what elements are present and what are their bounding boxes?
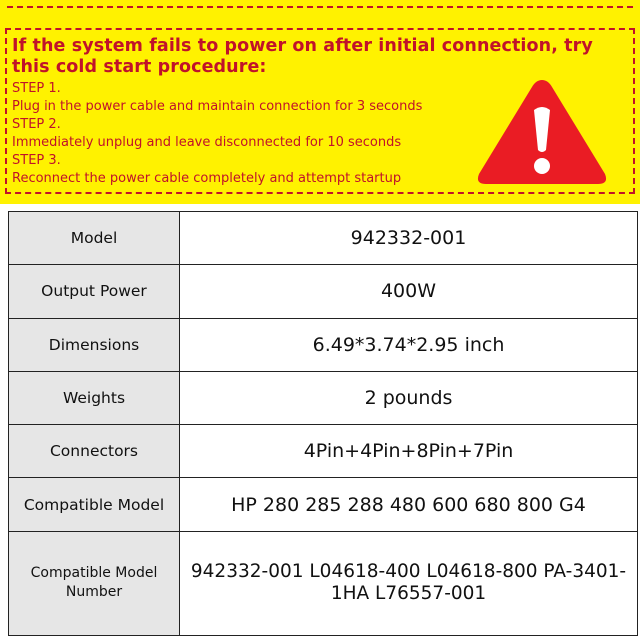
spec-value-compatible-model: HP 280 285 288 480 600 680 800 G4: [180, 478, 638, 531]
step-3-label: STEP 3.: [12, 153, 61, 168]
cold-start-banner: [0, 0, 640, 204]
spec-label-connectors: Connectors: [9, 425, 180, 478]
spec-label-compatible-model-number: Compatible Model Number: [9, 531, 180, 635]
spec-value-weights: 2 pounds: [180, 371, 638, 424]
table-row: [9, 212, 638, 265]
warning-triangle-icon: [474, 74, 610, 190]
table-row: [9, 265, 638, 318]
spec-label-model: Model: [9, 212, 180, 265]
spec-label-output-power: Output Power: [9, 265, 180, 318]
spec-table: [8, 211, 638, 636]
step-2-text: Immediately unplug and leave disconnected for 10 seconds: [12, 135, 402, 150]
table-row: [9, 478, 638, 531]
spec-value-model: 942332-001: [180, 212, 638, 265]
spec-label-dimensions: Dimensions: [9, 318, 180, 371]
spec-value-output-power: 400W: [180, 265, 638, 318]
spec-value-compatible-model-number: 942332-001 L04618-400 L04618-800 PA-3401-1HA L76557-001: [180, 531, 638, 635]
step-3-text: Reconnect the power cable completely and attempt startup: [12, 171, 402, 186]
step-1-label: STEP 1.: [12, 81, 61, 96]
spec-value-connectors: 4Pin+4Pin+8Pin+7Pin: [180, 425, 638, 478]
spec-value-dimensions: 6.49*3.74*2.95 inch: [180, 318, 638, 371]
table-row: [9, 425, 638, 478]
step-1-text: Plug in the power cable and maintain connection for 3 seconds: [12, 99, 423, 114]
table-row: [9, 318, 638, 371]
spec-label-weights: Weights: [9, 371, 180, 424]
banner-headline: If the system fails to power on after initial connection, try this cold start procedure:: [12, 36, 593, 77]
step-2-label: STEP 2.: [12, 117, 61, 132]
spec-label-compatible-model: Compatible Model: [9, 478, 180, 531]
table-row: [9, 531, 638, 635]
table-row: [9, 371, 638, 424]
